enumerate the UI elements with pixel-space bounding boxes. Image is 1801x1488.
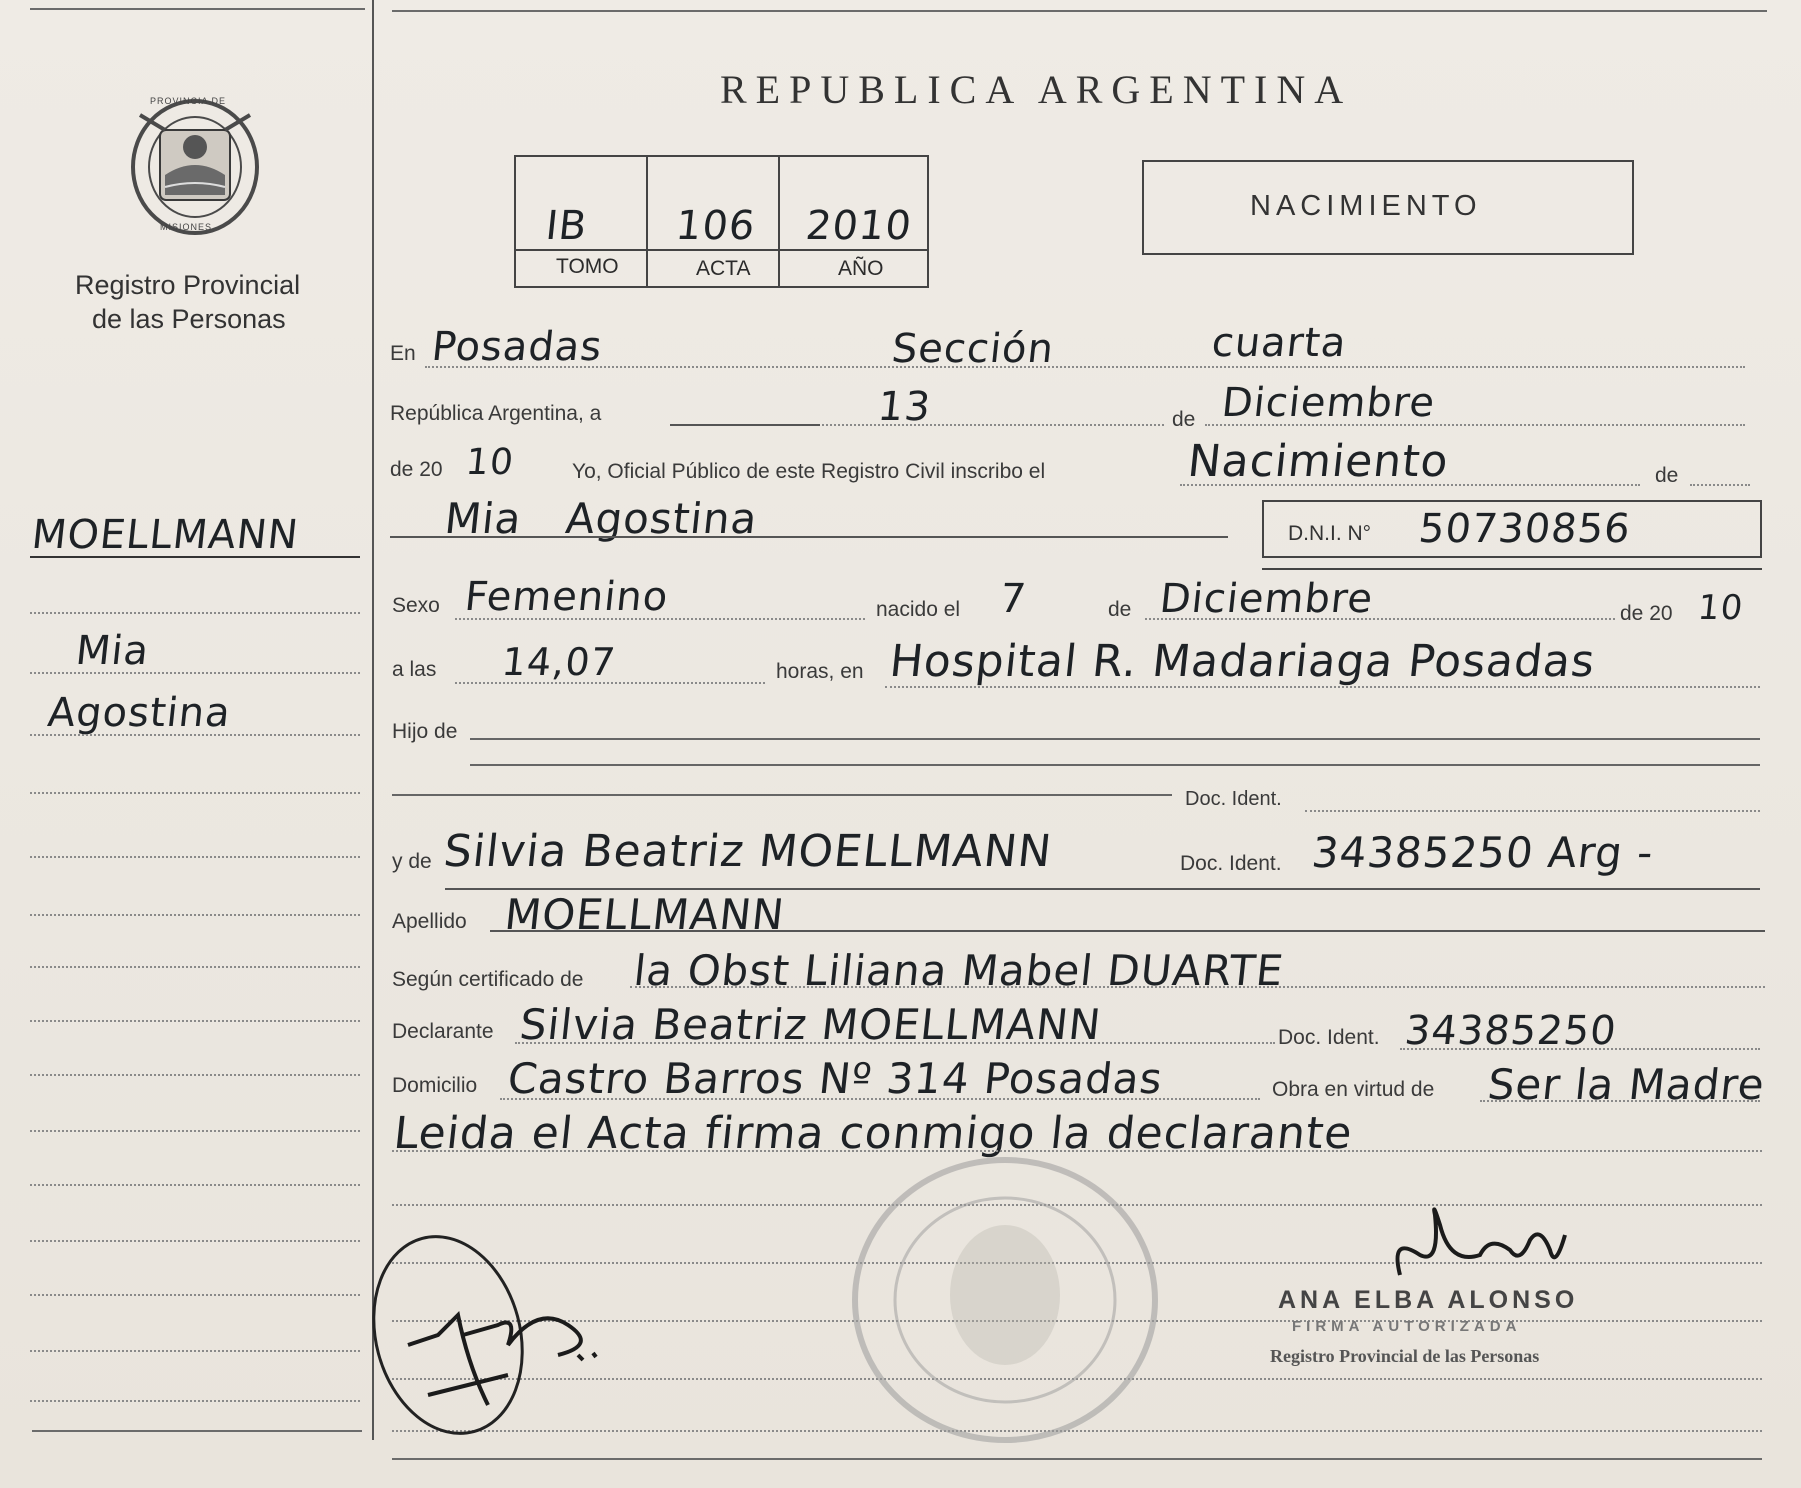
margin-dots-13 (30, 1240, 360, 1242)
dni-label: D.N.I. N° (1288, 522, 1372, 545)
bottom-border-right (392, 1458, 1762, 1460)
officer-registry: Registro Provincial de las Personas (1270, 1346, 1540, 1366)
record-number-box (514, 155, 929, 288)
child-name-line (390, 536, 1228, 538)
column-divider (372, 0, 374, 1440)
domicilio-label: Domicilio (392, 1074, 478, 1097)
year-prefix-label: de 20 (390, 458, 443, 481)
declarante-dots-b (1400, 1048, 1760, 1050)
mother-name: Silvia Beatriz MOELLMANN (441, 826, 1055, 877)
margin-dots-7 (30, 914, 360, 916)
registry-name-line2: de las Personas (92, 304, 286, 334)
margin-dots-11 (30, 1130, 360, 1132)
rep-label: República Argentina, a (390, 402, 602, 425)
nacido-label: nacido el (876, 598, 961, 621)
doc-ident-label: Doc. Ident. (1185, 788, 1282, 810)
obra-dots (1480, 1100, 1760, 1102)
hijo-dots-4 (1305, 810, 1760, 812)
row5-dots-a (455, 618, 865, 620)
official-stamp-icon (845, 1150, 1165, 1450)
dni-box (1262, 500, 1762, 558)
event-value: Nacimiento (1185, 436, 1452, 487)
apellido-line (490, 930, 1765, 932)
section-label: Sección (889, 326, 1057, 372)
seal-ring-text-bottom: MISIONES (160, 222, 213, 232)
tomo-value: IB (543, 203, 590, 249)
top-border-right (392, 10, 1767, 12)
horas-label: horas, en (776, 660, 864, 683)
de-label-3: de (1108, 598, 1132, 621)
place-value: Posadas (429, 324, 605, 370)
margin-dots-10 (30, 1074, 360, 1076)
margin-dots-5 (30, 792, 360, 794)
hijo-label: Hijo de (392, 720, 458, 743)
birth-day: 7 (997, 576, 1029, 622)
seal-ring-text-top: PROVINCIA DE (150, 96, 227, 106)
anio-value: 2010 (803, 203, 915, 249)
certificate-by: la Obst Liliana Mabel DUARTE (631, 946, 1287, 995)
row6-dots-b (885, 686, 1760, 688)
segun-label: Según certificado de (392, 968, 584, 991)
day-line (670, 424, 820, 426)
bottom-border-left (32, 1430, 362, 1432)
hijo-line-1 (470, 738, 1760, 740)
margin-dots-15 (30, 1350, 360, 1352)
act-type-label: NACIMIENTO (1250, 190, 1482, 222)
acta-label: ACTA (696, 257, 751, 280)
anio-label: AÑO (838, 257, 884, 280)
obra-value: Ser la Madre (1485, 1060, 1768, 1109)
officer-role: FIRMA AUTORIZADA (1292, 1318, 1522, 1335)
margin-dots-4 (30, 734, 360, 736)
obra-label: Obra en virtud de (1272, 1078, 1435, 1101)
de-label: de (1172, 408, 1196, 431)
margin-dots-3 (30, 672, 360, 674)
dni-underline (1262, 568, 1762, 570)
declarante-doc: 34385250 (1402, 1008, 1620, 1054)
domicilio-dots (500, 1098, 1260, 1100)
margin-dots-9 (30, 1020, 360, 1022)
declarante-dots (515, 1042, 1275, 1044)
apellido-label: Apellido (392, 910, 467, 933)
day-value: 13 (875, 384, 934, 430)
alas-label: a las (392, 658, 437, 681)
margin-name-line1: Mia (73, 628, 152, 674)
domicilio-value: Castro Barros Nº 314 Posadas (505, 1054, 1166, 1103)
margin-surname: MOELLMANN (29, 512, 301, 558)
row3-dots (1180, 484, 1640, 486)
doc-ident-label-3: Doc. Ident. (1278, 1026, 1380, 1049)
en-label: En (390, 342, 416, 365)
birth-place: Hospital R. Madariaga Posadas (887, 636, 1598, 687)
record-cell-divider-2 (778, 157, 780, 286)
record-cell-divider-1 (646, 157, 648, 286)
hijo-line-3 (392, 794, 1172, 796)
margin-dots-16 (30, 1400, 360, 1402)
row3-dots-b (1690, 484, 1750, 486)
row5-dots-b (1145, 618, 1615, 620)
birth-time: 14,07 (499, 640, 619, 684)
officer-name: ANA ELBA ALONSO (1278, 1286, 1579, 1314)
birth-year-suffix: 10 (1695, 588, 1746, 628)
margin-line-1 (30, 556, 360, 558)
child-name: Mia Agostina (442, 494, 761, 543)
declarante-label: Declarante (392, 1020, 494, 1043)
officer-text: Yo, Oficial Público de este Registro Civil inscribo el (572, 460, 1046, 483)
segun-dots (630, 986, 1765, 988)
mother-doc: 34385250 Arg - (1309, 828, 1657, 877)
margin-dots-14 (30, 1294, 360, 1296)
closing-note: Leida el Acta firma conmigo la declarante (391, 1108, 1356, 1159)
hijo-line-2 (470, 764, 1760, 766)
registry-name-line1: Registro Provincial (75, 270, 301, 300)
yde-label: y de (392, 850, 432, 873)
row6-dots-a (455, 682, 765, 684)
top-border-left (30, 8, 365, 10)
acta-value: 106 (673, 203, 758, 249)
tomo-label: TOMO (556, 255, 619, 278)
row2-dots-a (822, 424, 1164, 426)
dni-value: 50730856 (1416, 506, 1634, 552)
birth-year-label: de 20 (1620, 602, 1673, 625)
country-title: REPUBLICA ARGENTINA (720, 67, 1353, 112)
month-value: Diciembre (1219, 380, 1438, 426)
margin-name-line2: Agostina (45, 690, 234, 736)
margin-dots-12 (30, 1184, 360, 1186)
doc-ident-label-2: Doc. Ident. (1180, 852, 1282, 875)
declarant-signature-icon (368, 1225, 648, 1445)
act-type-box (1142, 160, 1634, 255)
year-suffix: 10 (463, 442, 516, 483)
sexo-label: Sexo (392, 594, 440, 617)
declarante-value: Silvia Beatriz MOELLMANN (517, 1000, 1104, 1049)
margin-dots-2 (30, 612, 360, 614)
apellido-value: MOELLMANN (502, 890, 788, 939)
margin-dots-6 (30, 856, 360, 858)
margin-dots-8 (30, 966, 360, 968)
section-value: cuarta (1209, 320, 1349, 366)
sexo-value: Femenino (462, 574, 671, 620)
birth-month: Diciembre (1157, 576, 1376, 622)
row1-dots (425, 366, 1745, 368)
de-label-2: de (1655, 464, 1679, 487)
record-caption-line (516, 249, 927, 251)
